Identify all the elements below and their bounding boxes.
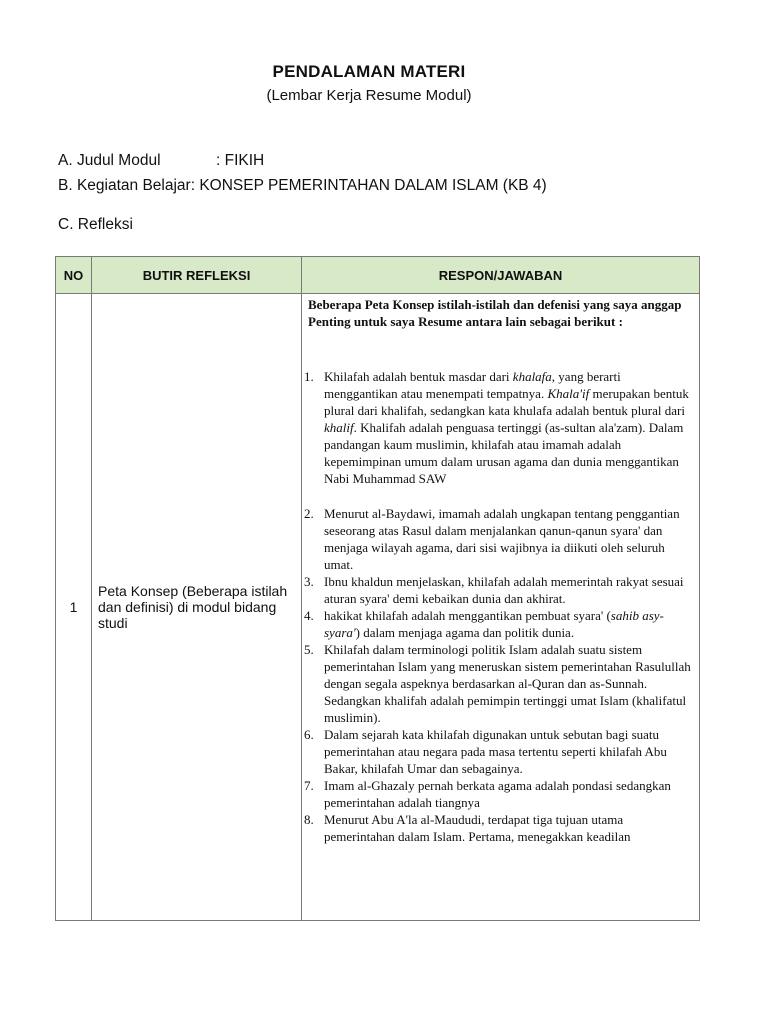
respon-jawaban-cell (302, 294, 700, 921)
kegiatan-belajar-label: B. Kegiatan Belajar (58, 177, 191, 194)
kegiatan-belajar-row (58, 177, 547, 195)
list-item (302, 505, 699, 573)
text-segment: . Khalifah adalah penguasa tertinggi (as-sultan ala'zam). Dalam pandangan kaum muslimin, khilafah atau imamah adalah kepemimpinan umum dalam urusan agama dan dunia menggantikan Nabi Muhammad SAW (324, 420, 684, 486)
respon-intro: Beberapa Peta Konsep istilah-istilah dan defenisi yang saya anggap Penting untuk saya Resume antara lain sebagai berikut : (308, 297, 682, 329)
italic-term: khalafa (512, 369, 552, 384)
list-item-number: 5. (304, 642, 314, 657)
list-item-number: 7. (304, 778, 314, 793)
text-segment: Dalam sejarah kata khilafah digunakan untuk sebutan bagi suatu pemerintahan atau negara pada masa tertentu seperti khilafah Abu Bakar, khilafah Umar dan sebagainya. (324, 727, 667, 776)
list-item-number: 2. (304, 506, 314, 521)
text-segment: , yang berarti menggantikan atau menempati tempatnya. (324, 369, 621, 401)
italic-term: sahib asy-syara' (324, 608, 664, 640)
list-item (302, 573, 699, 607)
list-item-text (324, 726, 694, 777)
row-number: 1 (56, 294, 92, 921)
header-butir-refleksi: BUTIR REFLEKSI (92, 257, 302, 294)
text-segment: hakikat khilafah adalah menggantikan pembuat syara' ( (324, 608, 611, 623)
text-segment: Menurut Abu A'la al-Maududi, terdapat tiga tujuan utama pemerintahan dalam Islam. Pertama, menegakkan keadilan (324, 812, 631, 844)
list-item-text (324, 641, 694, 726)
list-item-number: 3. (304, 574, 314, 589)
definition-list (302, 368, 699, 845)
list-item-number: 1. (304, 369, 314, 384)
header-respon-jawaban: RESPON/JAWABAN (302, 257, 700, 294)
text-segment: Khilafah adalah bentuk masdar dari (324, 369, 513, 384)
page-subtitle: (Lembar Kerja Resume Modul) (266, 87, 472, 104)
list-item-text (324, 777, 694, 811)
text-segment: merupakan bentuk plural dari khalifah, sedangkan kata khulafa adalah bentuk plural dari (324, 386, 689, 418)
respon-content (302, 294, 699, 920)
list-item (302, 607, 699, 641)
list-item-number: 4. (304, 608, 314, 623)
list-item-text (324, 505, 694, 573)
list-item (302, 777, 699, 811)
italic-term: khalif (324, 420, 354, 435)
list-item-text (324, 368, 694, 487)
judul-modul-row (58, 152, 264, 170)
list-item (302, 811, 699, 845)
refleksi-table (55, 256, 700, 921)
list-item-number: 8. (304, 812, 314, 827)
text-segment: Menurut al-Baydawi, imamah adalah ungkapan tentang penggantian seseorang atas Rasul dalam menjalankan qanun-qanun syara' dan menjaga wilayah agama, dari sisi wajibnya ia diikuti oleh seluruh umat. (324, 506, 680, 572)
header-no: NO (56, 257, 92, 294)
kegiatan-belajar-value: : KONSEP PEMERINTAHAN DALAM ISLAM (KB 4) (190, 177, 547, 194)
text-segment: Ibnu khaldun menjelaskan, khilafah adalah memerintah rakyat sesuai aturan syara' demi kebaikan dunia dan akhirat. (324, 574, 684, 606)
page-title: PENDALAMAN MATERI (272, 62, 466, 81)
list-item (302, 641, 699, 726)
judul-modul-label: A. Judul Modul (58, 152, 161, 169)
list-item-text (324, 573, 694, 607)
table-row (56, 294, 700, 921)
list-item-text (324, 607, 694, 641)
italic-term: Khala'if (547, 386, 590, 401)
judul-modul-value: : FIKIH (216, 152, 265, 169)
text-segment: Imam al-Ghazaly pernah berkata agama adalah pondasi sedangkan pemerintahan adalah tiangnya (324, 778, 671, 810)
list-item (302, 726, 699, 777)
butir-refleksi-cell: Peta Konsep (Beberapa istilah dan definisi) di modul bidang studi (92, 294, 302, 921)
table-header-row (56, 257, 700, 294)
text-segment: ) dalam menjaga agama dan politik dunia. (355, 625, 575, 640)
list-item-text (324, 811, 694, 845)
list-item-number: 6. (304, 727, 314, 742)
refleksi-heading: C. Refleksi (58, 216, 133, 233)
list-item (302, 368, 699, 487)
text-segment: Khilafah dalam terminologi politik Islam adalah suatu sistem pemerintahan Islam yang meneruskan sistem pemerintahan Rasulullah dengan segala aspeknya berdasarkan al-Quran dan as-Sunnah. Sedangkan khalifah adalah pemimpin tertinggi umat Islam (khalifatul muslimin). (324, 642, 691, 725)
